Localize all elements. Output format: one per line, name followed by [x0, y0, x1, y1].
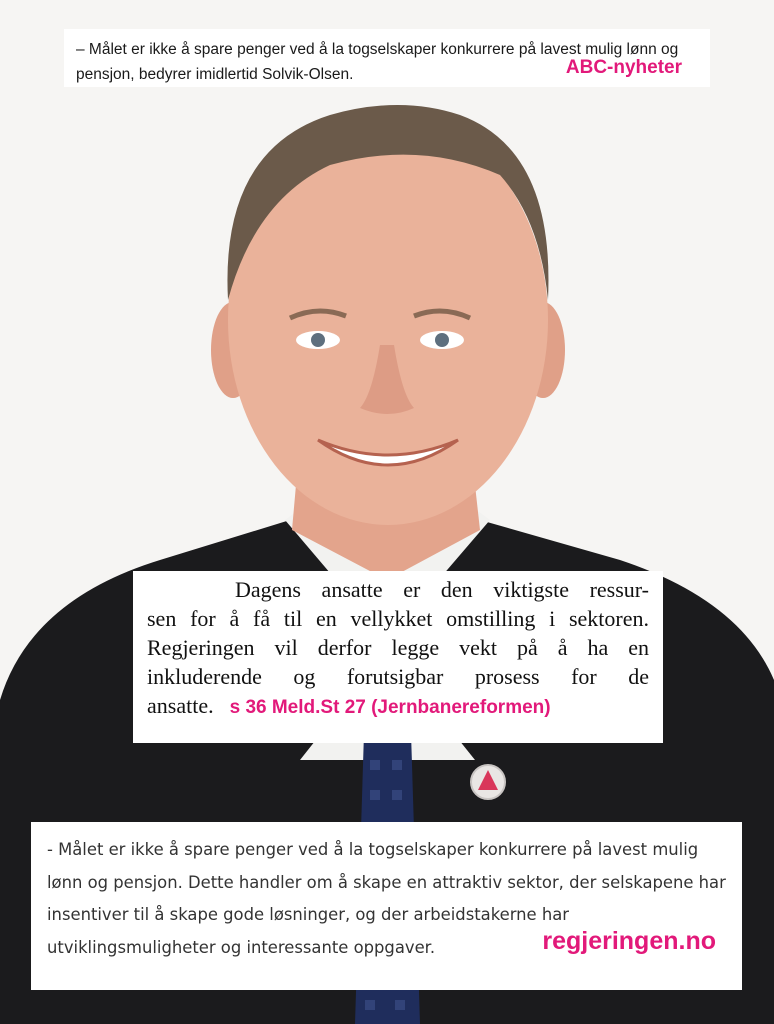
middle-quote-source: s 36 Meld.St 27 (Jernbanereformen): [229, 697, 551, 718]
middle-quote-box: [133, 571, 663, 743]
top-quote-box: [64, 29, 710, 87]
bottom-quote-text: - Målet er ikke å spare penger ved å la togselskaper konkurrere på lavest mulig lønn og pensjon. Dette handler om å skape en attraktiv sektor, der selskapene har insentiver til å skape gode løsninger, og der arbeidstakerne har utviklingsmuligheter og interessante oppgaver.: [47, 840, 726, 957]
middle-quote-line: ansatte.: [147, 693, 214, 718]
middle-quote-line: sen for å få til en vellykket omstilling i sektoren.: [147, 606, 649, 631]
top-quote-source: ABC-nyheter: [565, 57, 682, 78]
bottom-quote-source: regjeringen.no: [542, 927, 716, 955]
bottom-quote-box: [31, 822, 742, 990]
middle-quote-line: Regjeringen vil derfor legge vekt på å ha en: [147, 635, 649, 660]
top-quote-text: – Målet er ikke å spare penger ved å la togselskaper konkurrere på lavest mulig lønn og pensjon, bedyrer imidlertid Solvik-Olsen.: [76, 41, 679, 83]
middle-quote-line: Dagens ansatte er den viktigste ressur-: [235, 577, 649, 602]
middle-quote-line: inkluderende og forutsigbar prosess for de: [147, 664, 649, 689]
middle-quote-last-line: [147, 691, 649, 722]
